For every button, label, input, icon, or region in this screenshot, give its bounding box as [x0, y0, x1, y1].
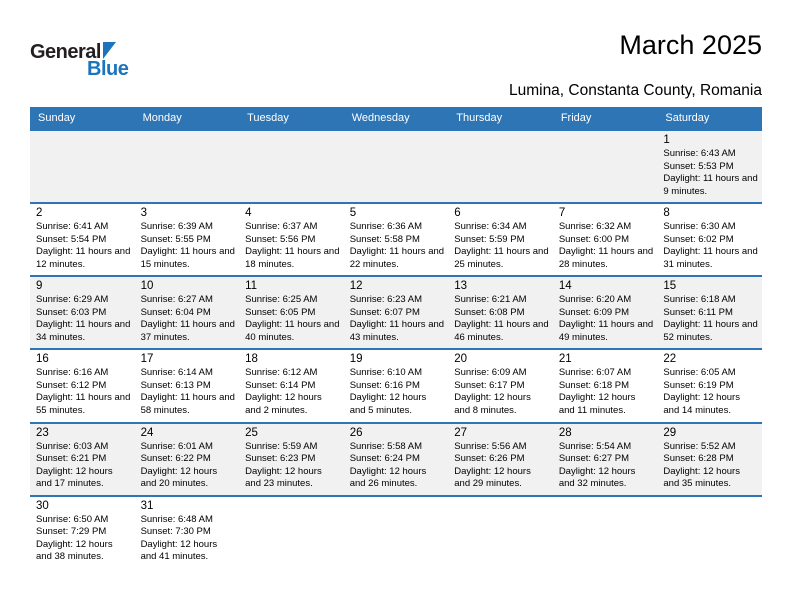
- sunrise-text: Sunrise: 6:32 AM: [558, 221, 632, 233]
- empty-day-cell: [239, 496, 344, 568]
- daylight-text: Daylight: 11 hours and 18 minutes.: [245, 246, 340, 270]
- weekday-header: Thursday: [448, 107, 553, 130]
- sunrise-text: Sunrise: 6:21 AM: [454, 294, 527, 306]
- sunrise-text: Sunrise: 6:23 AM: [349, 294, 423, 306]
- day-cell: [553, 349, 658, 422]
- sunset-text: Sunset: 6:27 PM: [558, 453, 630, 465]
- daylight-text: Daylight: 12 hours and 23 minutes.: [245, 465, 322, 490]
- sunrise-text: Sunrise: 6:10 AM: [349, 367, 423, 379]
- day-number: 11: [245, 280, 258, 293]
- sunset-text: Sunset: 7:30 PM: [140, 526, 211, 538]
- sunrise-text: Sunrise: 6:34 AM: [454, 221, 527, 233]
- sunset-text: Sunset: 6:28 PM: [663, 453, 734, 465]
- daylight-text: Daylight: 11 hours and 31 minutes.: [663, 246, 758, 270]
- sunrise-text: Sunrise: 6:30 AM: [663, 221, 736, 233]
- daylight-text: Daylight: 12 hours and 35 minutes.: [663, 465, 740, 490]
- day-cell: [657, 276, 762, 349]
- sunset-text: Sunset: 6:21 PM: [36, 453, 107, 465]
- daylight-text: Daylight: 11 hours and 9 minutes.: [663, 173, 758, 197]
- daylight-text: Daylight: 12 hours and 41 minutes.: [140, 538, 218, 563]
- sunrise-text: Sunrise: 5:54 AM: [558, 440, 632, 452]
- day-number: 29: [663, 426, 677, 439]
- day-number: 15: [663, 280, 677, 293]
- logo-text-blue: Blue: [87, 58, 129, 80]
- week-row: [30, 276, 762, 349]
- sunset-text: Sunset: 6:05 PM: [245, 306, 316, 318]
- day-cell: [135, 203, 240, 276]
- sunset-text: Sunset: 5:53 PM: [663, 160, 734, 172]
- daylight-text: Daylight: 12 hours and 11 minutes.: [558, 392, 636, 416]
- empty-day-cell: [344, 496, 449, 568]
- day-cell: [135, 496, 240, 568]
- weekday-header-row: [30, 107, 762, 130]
- day-cell: [448, 349, 553, 422]
- calendar-table: [30, 107, 762, 568]
- sunset-text: Sunset: 6:03 PM: [36, 306, 107, 318]
- sunset-text: Sunset: 6:13 PM: [140, 379, 211, 391]
- sunrise-text: Sunrise: 6:39 AM: [140, 221, 213, 233]
- day-cell: [30, 203, 135, 276]
- week-row: [30, 349, 762, 422]
- day-cell: [30, 423, 135, 496]
- empty-day-cell: [239, 130, 344, 203]
- sunrise-text: Sunrise: 6:20 AM: [558, 294, 632, 306]
- day-number: 23: [36, 426, 49, 439]
- day-number: 20: [454, 353, 468, 366]
- day-cell: [30, 349, 135, 422]
- daylight-text: Daylight: 12 hours and 26 minutes.: [349, 465, 427, 490]
- sunset-text: Sunset: 6:22 PM: [140, 453, 211, 465]
- day-cell: [344, 423, 449, 496]
- weekday-header: Friday: [553, 107, 658, 130]
- weekday-header: Sunday: [30, 107, 135, 130]
- day-cell: [553, 276, 658, 349]
- daylight-text: Daylight: 12 hours and 17 minutes.: [36, 465, 113, 490]
- sunset-text: Sunset: 5:55 PM: [140, 233, 211, 245]
- day-number: 27: [454, 426, 468, 439]
- weekday-header: Monday: [135, 107, 240, 130]
- title-block: [509, 26, 762, 100]
- sunrise-text: Sunrise: 6:05 AM: [663, 367, 736, 379]
- sunset-text: Sunset: 5:56 PM: [245, 233, 316, 245]
- empty-day-cell: [135, 130, 240, 203]
- day-number: 17: [140, 353, 154, 366]
- sunrise-text: Sunrise: 5:56 AM: [454, 440, 527, 452]
- general-blue-logo: [30, 42, 128, 79]
- day-number: 5: [349, 207, 357, 220]
- day-number: 1: [663, 134, 670, 146]
- daylight-text: Daylight: 12 hours and 20 minutes.: [140, 465, 218, 490]
- weekday-header: Tuesday: [239, 107, 344, 130]
- day-number: 24: [140, 426, 154, 439]
- daylight-text: Daylight: 12 hours and 2 minutes.: [245, 392, 322, 416]
- day-number: 19: [349, 353, 363, 366]
- empty-day-cell: [448, 496, 553, 568]
- day-cell: [657, 423, 762, 496]
- daylight-text: Daylight: 12 hours and 8 minutes.: [454, 392, 531, 416]
- sunset-text: Sunset: 6:18 PM: [558, 379, 630, 391]
- daylight-text: Daylight: 11 hours and 49 minutes.: [558, 319, 654, 343]
- sunrise-text: Sunrise: 6:50 AM: [36, 513, 109, 525]
- sunrise-text: Sunrise: 5:58 AM: [349, 440, 423, 452]
- daylight-text: Daylight: 12 hours and 38 minutes.: [36, 538, 113, 563]
- sunset-text: Sunset: 6:19 PM: [663, 379, 734, 391]
- day-cell: [344, 203, 449, 276]
- sunset-text: Sunset: 6:17 PM: [454, 379, 525, 391]
- day-cell: [553, 423, 658, 496]
- week-row: [30, 203, 762, 276]
- day-number: 10: [140, 280, 154, 293]
- sunrise-text: Sunrise: 6:03 AM: [36, 440, 109, 452]
- page-header: [30, 26, 762, 100]
- sunset-text: Sunset: 5:54 PM: [36, 233, 107, 245]
- daylight-text: Daylight: 11 hours and 25 minutes.: [454, 246, 549, 270]
- empty-day-cell: [30, 130, 135, 203]
- daylight-text: Daylight: 11 hours and 28 minutes.: [558, 246, 654, 270]
- weekday-header: Saturday: [657, 107, 762, 130]
- empty-day-cell: [657, 496, 762, 568]
- sunrise-text: Sunrise: 6:01 AM: [140, 440, 213, 452]
- sunrise-text: Sunrise: 6:41 AM: [36, 221, 109, 233]
- logo-text-general: General: [30, 41, 101, 63]
- daylight-text: Daylight: 12 hours and 14 minutes.: [663, 392, 740, 416]
- day-number: 7: [558, 207, 566, 220]
- day-cell: [239, 203, 344, 276]
- calendar-head: [30, 107, 762, 130]
- sunset-text: Sunset: 6:07 PM: [349, 306, 420, 318]
- sunrise-text: Sunrise: 6:14 AM: [140, 367, 213, 379]
- sunrise-text: Sunrise: 6:48 AM: [140, 513, 213, 525]
- daylight-text: Daylight: 11 hours and 22 minutes.: [349, 246, 445, 270]
- sunset-text: Sunset: 6:16 PM: [349, 379, 420, 391]
- empty-day-cell: [448, 130, 553, 203]
- day-cell: [239, 349, 344, 422]
- sunrise-text: Sunrise: 6:37 AM: [245, 221, 318, 233]
- daylight-text: Daylight: 12 hours and 5 minutes.: [349, 392, 427, 416]
- day-number: 6: [454, 207, 461, 220]
- sunrise-text: Sunrise: 5:59 AM: [245, 440, 318, 452]
- sunrise-text: Sunrise: 6:27 AM: [140, 294, 213, 306]
- sunset-text: Sunset: 5:59 PM: [454, 233, 525, 245]
- day-number: 30: [36, 499, 49, 512]
- day-cell: [239, 276, 344, 349]
- sunset-text: Sunset: 6:09 PM: [558, 306, 630, 318]
- empty-day-cell: [553, 130, 658, 203]
- week-row: [30, 423, 762, 496]
- daylight-text: Daylight: 11 hours and 37 minutes.: [140, 319, 235, 343]
- empty-day-cell: [344, 130, 449, 203]
- sunrise-text: Sunrise: 6:25 AM: [245, 294, 318, 306]
- logo-flag-icon: [103, 42, 116, 59]
- day-cell: [135, 276, 240, 349]
- day-number: 28: [558, 426, 572, 439]
- day-number: 26: [349, 426, 363, 439]
- day-number: 14: [558, 280, 572, 293]
- day-number: 2: [36, 207, 43, 220]
- day-cell: [135, 423, 240, 496]
- calendar-body: [30, 130, 762, 568]
- weekday-header: Wednesday: [344, 107, 449, 130]
- day-cell: [553, 203, 658, 276]
- sunset-text: Sunset: 6:23 PM: [245, 453, 316, 465]
- day-cell: [344, 349, 449, 422]
- sunset-text: Sunset: 6:00 PM: [558, 233, 630, 245]
- week-row: [30, 130, 762, 203]
- month-title: March 2025: [619, 30, 762, 60]
- day-cell: [344, 276, 449, 349]
- day-cell: [657, 349, 762, 422]
- daylight-text: Daylight: 11 hours and 43 minutes.: [349, 319, 445, 343]
- daylight-text: Daylight: 12 hours and 29 minutes.: [454, 465, 531, 490]
- day-number: 4: [245, 207, 252, 220]
- sunset-text: Sunset: 6:11 PM: [663, 306, 733, 318]
- day-number: 3: [140, 207, 147, 220]
- day-number: 13: [454, 280, 468, 293]
- daylight-text: Daylight: 11 hours and 55 minutes.: [36, 392, 131, 416]
- day-cell: [30, 496, 135, 568]
- day-number: 16: [36, 353, 49, 366]
- empty-day-cell: [553, 496, 658, 568]
- day-cell: [448, 423, 553, 496]
- daylight-text: Daylight: 11 hours and 15 minutes.: [140, 246, 235, 270]
- sunset-text: Sunset: 6:02 PM: [663, 233, 734, 245]
- day-number: 22: [663, 353, 677, 366]
- sunset-text: Sunset: 6:26 PM: [454, 453, 525, 465]
- day-number: 18: [245, 353, 258, 366]
- daylight-text: Daylight: 12 hours and 32 minutes.: [558, 465, 636, 490]
- day-number: 12: [349, 280, 363, 293]
- day-number: 25: [245, 426, 258, 439]
- sunset-text: Sunset: 7:29 PM: [36, 526, 107, 538]
- daylight-text: Daylight: 11 hours and 46 minutes.: [454, 319, 549, 343]
- day-cell: [448, 276, 553, 349]
- sunrise-text: Sunrise: 6:29 AM: [36, 294, 109, 306]
- day-cell: [657, 130, 762, 203]
- week-row: [30, 496, 762, 568]
- day-cell: [30, 276, 135, 349]
- day-cell: [135, 349, 240, 422]
- sunset-text: Sunset: 6:12 PM: [36, 379, 107, 391]
- sunrise-text: Sunrise: 6:36 AM: [349, 221, 423, 233]
- sunrise-text: Sunrise: 6:16 AM: [36, 367, 109, 379]
- daylight-text: Daylight: 11 hours and 52 minutes.: [663, 319, 758, 343]
- sunrise-text: Sunrise: 6:43 AM: [663, 148, 736, 159]
- sunset-text: Sunset: 6:24 PM: [349, 453, 420, 465]
- sunset-text: Sunset: 6:14 PM: [245, 379, 316, 391]
- day-cell: [657, 203, 762, 276]
- sunrise-text: Sunrise: 5:52 AM: [663, 440, 736, 452]
- sunrise-text: Sunrise: 6:07 AM: [558, 367, 632, 379]
- daylight-text: Daylight: 11 hours and 40 minutes.: [245, 319, 340, 343]
- sunset-text: Sunset: 6:08 PM: [454, 306, 525, 318]
- daylight-text: Daylight: 11 hours and 12 minutes.: [36, 246, 131, 270]
- daylight-text: Daylight: 11 hours and 34 minutes.: [36, 319, 131, 343]
- daylight-text: Daylight: 11 hours and 58 minutes.: [140, 392, 235, 416]
- sunset-text: Sunset: 5:58 PM: [349, 233, 420, 245]
- location-subtitle: Lumina, Constanta County, Romania: [508, 82, 762, 99]
- day-number: 21: [558, 353, 572, 366]
- sunrise-text: Sunrise: 6:09 AM: [454, 367, 527, 379]
- day-number: 31: [140, 499, 154, 512]
- sunrise-text: Sunrise: 6:18 AM: [663, 294, 736, 306]
- sunset-text: Sunset: 6:04 PM: [140, 306, 211, 318]
- day-cell: [448, 203, 553, 276]
- day-number: 8: [663, 207, 670, 220]
- day-number: 9: [36, 280, 43, 293]
- day-cell: [239, 423, 344, 496]
- sunrise-text: Sunrise: 6:12 AM: [245, 367, 318, 379]
